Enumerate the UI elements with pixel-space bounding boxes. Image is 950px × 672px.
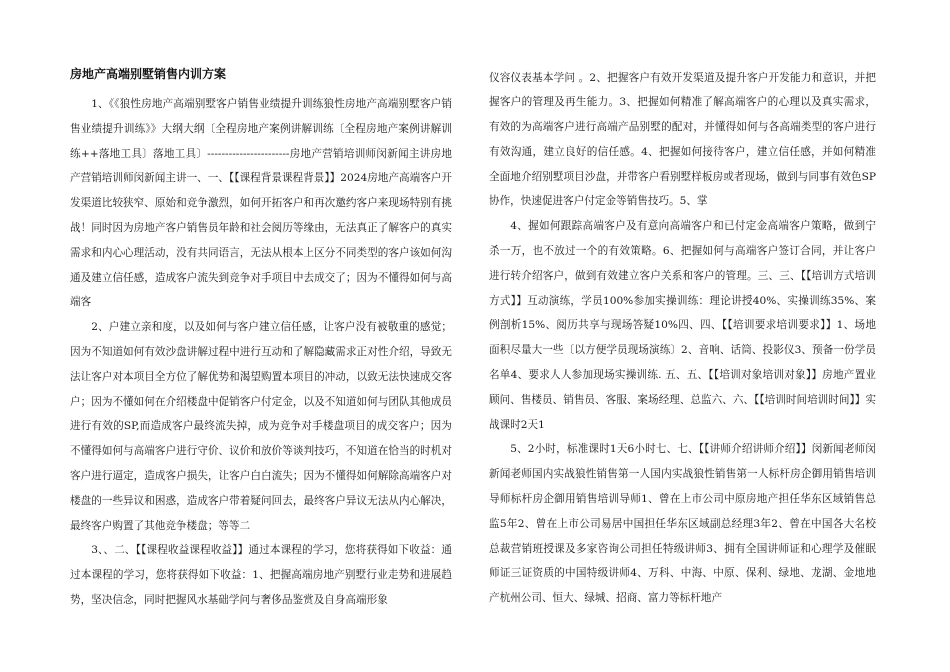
paragraph-4: 4、握如何跟踪高端客户及有意向高端客户和已付定金高端客户策略，做到宁杀一万，也不放过一个的有效策略。6、把握如何与高端客户签订合同，并让客户进行转介绍客户，做到有效建立客户关系和客户的管理。三、三、【【培训方式培训方式】】互动演练，学员100%参加实操训练：理论讲授40%、实操训练35%、案例剖析15%、阅历共享与现场答疑10%四、四、【【培训要求培训要求】】1、场地面积尽量大一些〔以方便学员现场演练〕2、音响、话筒、投影仪3、预备一份学员名单4、要求人人参加现场实操训练. 五、五、【【培训对象培训对象】】房地产置业顾问、售楼员、销售员、客服、案场经理、总监六、六、【【培训时间培训时间】】实战课时2天1	[489, 220, 876, 431]
paragraph-1: 1、《《狼性房地产高端别墅客户销售业绩提升训练狼性房地产高端别墅客户销售业绩提升训练》》大纲大纲〔全程房地产案例讲解训练〔全程房地产案例讲解训练++落地工具〕落地工具〕-----------------------房地产营销培训师闵新闻主讲房地产营销培训师闵新闻主讲一、一、【【课程背景课程背景】】2024房地产高端客户开发渠道比较狭窄、原始和竞争激烈，如何开拓客户和再次邀约客户来现场特别有挑战！同时因为房地产客户销售员年龄和社会阅历等缘由，无法真正了解客户的真实需求和内心心理活动，没有共同语言，无法从根本上区分不同类型的客户该如何沟通及建立信任感，造成客户流失到竞争对手项目中去成交了；因为不懂得如何与高端客	[70, 98, 452, 309]
document-title: 房地产高端别墅销售内训方案	[70, 67, 227, 81]
paragraph-3-continued: 仪容仪表基本学问 。2、把握客户有效开发渠道及提升客户开发能力和意识，并把握客户的管理及再生能力。3、把握如何精准了解高端客户的心理以及真实需求，有效的为高端客户进行高端产品别墅的配对，并懂得如何与各高端类型的客户进行有效沟通，建立良好的信任感。4、把握如何接待客户，建立信任感，并如何精准全面地介绍别墅项目沙盘，并带客户看别墅样板房或者现场，做到与同事有效色SP协作，快速促进客户付定金等销售技巧。5、掌	[489, 71, 876, 208]
left-column	[70, 66, 452, 613]
paragraph-3: 3、、二、【【课程收益课程收益】】通过本课程的学习，您将获得如下收益：通过本课程的学习，您将获得如下收益：1、把握高端房地产别墅行业走势和进展趋势，坚决信念，同时把握风水基础学问与奢侈品鉴赏及自身高端形象	[70, 544, 452, 606]
right-column	[489, 66, 876, 611]
paragraph-5: 5、2小时，标准课时1天6小时七、七、【【讲师介绍讲师介绍】】闵新闻老师闵新闻老师国内实战狼性销售第一人国内实战狼性销售第一人标杆房企御用销售培训导师标杆房企御用销售培训导师1、曾在上市公司中原房地产担任华东区域销售总监5年2、曾在上市公司易居中国担任华东区域副总经理3年2、曾在中国各大名校总裁营销班授课及多家咨询公司担任特级讲师3、拥有全国讲师证和心理学及催眠师证三证资质的中国特级讲师4、万科、中海、中原、保利、绿地、龙湖、金地地产杭州公司、恒大、绿城、招商、富力等标杆地产	[489, 443, 876, 605]
paragraph-2: 2、户建立亲和度，以及如何与客户建立信任感，让客户没有被敬重的感觉；因为不知道如何有效沙盘讲解过程中进行互动和了解隐藏需求正对性介绍，导致无法让客户对本项目全方位了解优势和渴望购置本项目的冲动，以致无法快速成交客户；因为不懂如何在介绍楼盘中促销客户付定金，以及不知道如何与团队其他成员进行有效的SP,而造成客户最终流失掉，成为竞争对手楼盘项目的成交客户；因为不懂得如何与高端客户进行守价、议价和放价等谈判技巧，不知道在恰当的时机对客户进行逼定，造成客户损失，让客户白白流失；因为不懂得如何解除高端客户对楼盘的一些异议和困惑，造成客户带着疑问回去，最终客户异议无法从内心解决，最终客户购置了其他竞争楼盘；等等二	[70, 321, 452, 532]
